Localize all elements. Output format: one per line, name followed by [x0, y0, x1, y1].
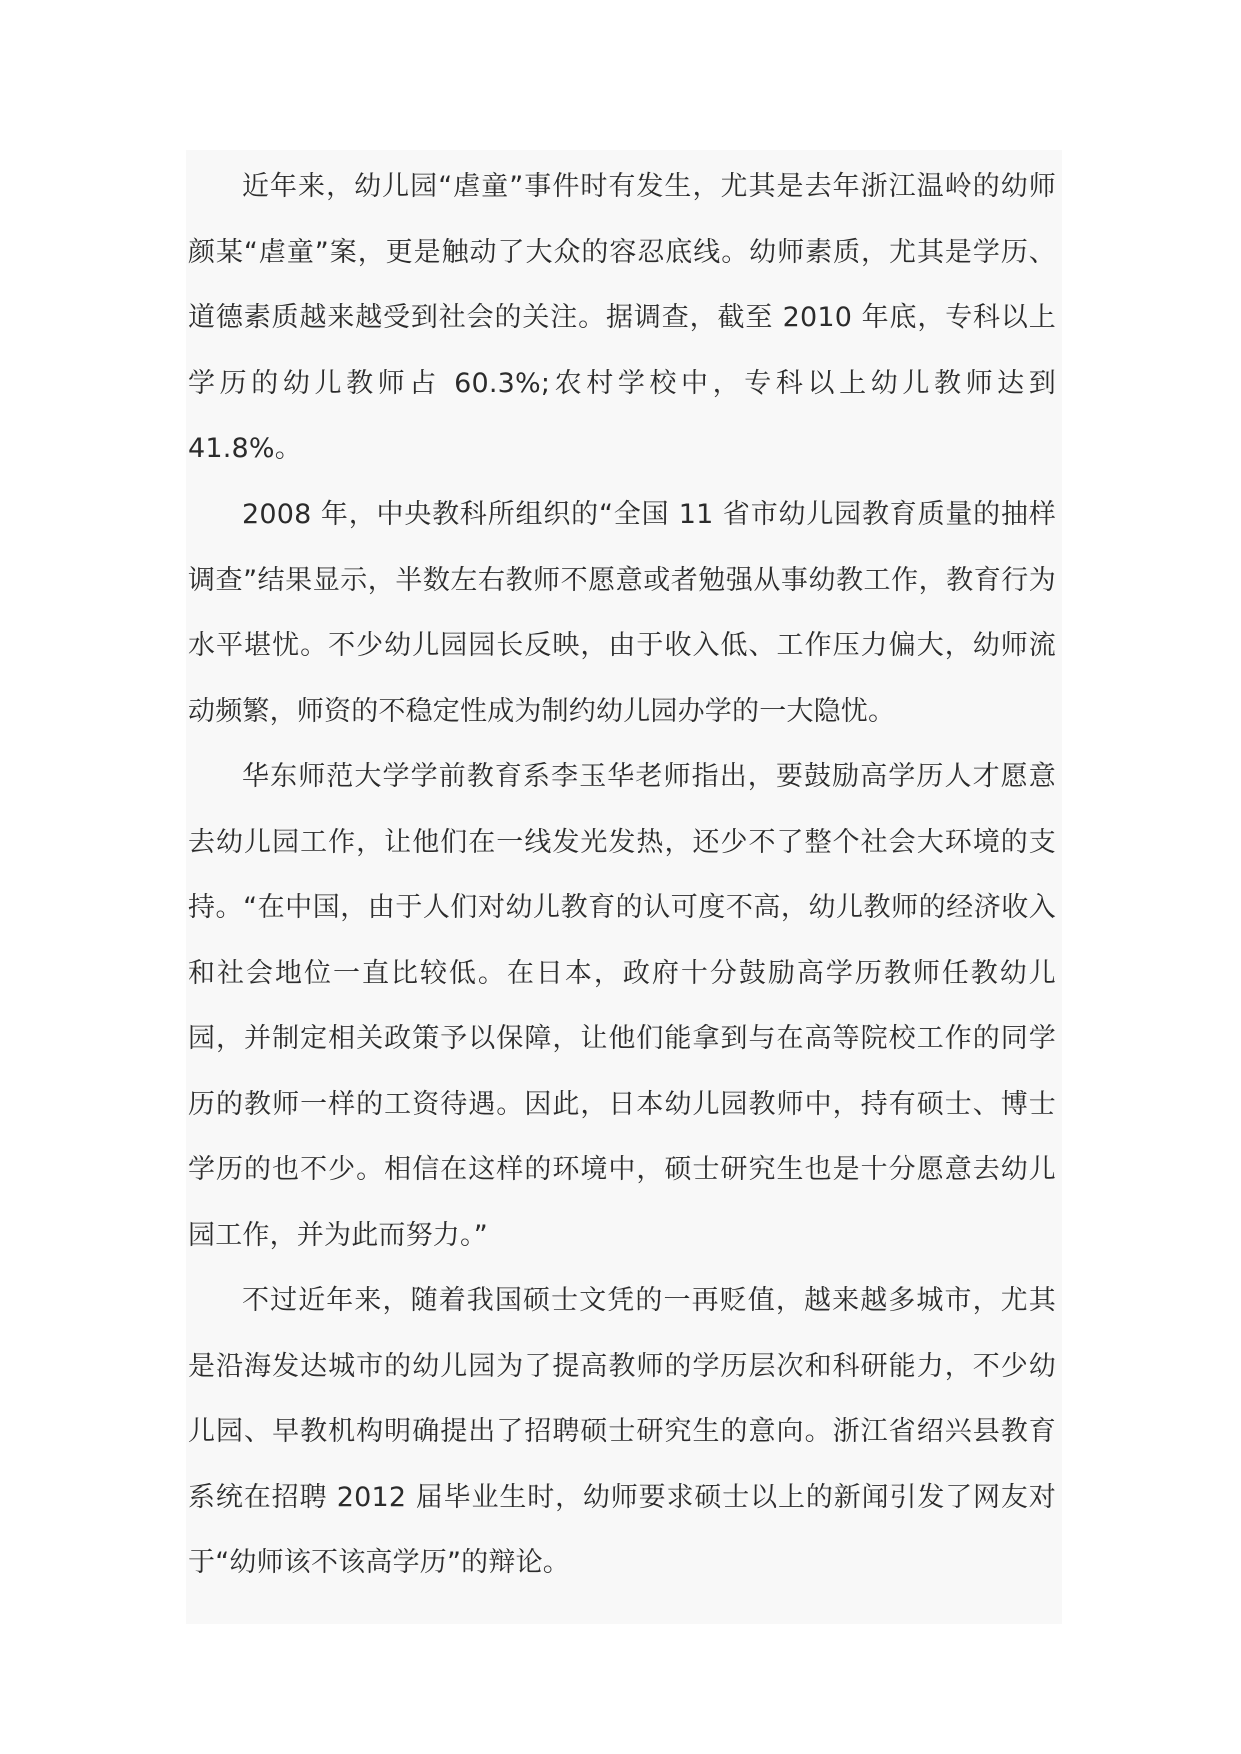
article-body [186, 150, 1062, 1624]
paragraph-4: 不过近年来，随着我国硕士文凭的一再贬值，越来越多城市，尤其是沿海发达城市的幼儿园为了提高教师的学历层次和科研能力，不少幼儿园、早教机构明确提出了招聘硕士研究生的意向。浙江省绍兴县教育系统在招聘 2012 届毕业生时，幼师要求硕士以上的新闻引发了网友对于“幼师该不该高学历”的辩论。 [188, 1285, 1056, 1578]
paragraph-3: 华东师范大学学前教育系李玉华老师指出，要鼓励高学历人才愿意去幼儿园工作，让他们在一线发光发热，还少不了整个社会大环境的支持。“在中国，由于人们对幼儿教育的认可度不高，幼儿教师的经济收入和社会地位一直比较低。在日本，政府十分鼓励高学历教师任教幼儿园，并制定相关政策予以保障，让他们能拿到与在高等院校工作的同学历的教师一样的工资待遇。因此，日本幼儿园教师中，持有硕士、博士学历的也不少。相信在这样的环境中，硕士研究生也是十分愿意去幼儿园工作，并为此而努力。” [188, 761, 1056, 1251]
paragraph-1: 近年来，幼儿园“虐童”事件时有发生，尤其是去年浙江温岭的幼师颜某“虐童”案，更是触动了大众的容忍底线。幼师素质，尤其是学历、道德素质越来越受到社会的关注。据调查，截至 2010 年底，专科以上学历的幼儿教师占 60.3%;农村学校中，专科以上幼儿教师达到 41.8%。 [188, 171, 1056, 464]
paragraph-2: 2008 年，中央教科所组织的“全国 11 省市幼儿园教育质量的抽样调查”结果显示，半数左右教师不愿意或者勉强从事幼教工作，教育行为水平堪忧。不少幼儿园园长反映，由于收入低、工作压力偏大，幼师流动频繁，师资的不稳定性成为制约幼儿园办学的一大隐忧。 [188, 499, 1056, 727]
